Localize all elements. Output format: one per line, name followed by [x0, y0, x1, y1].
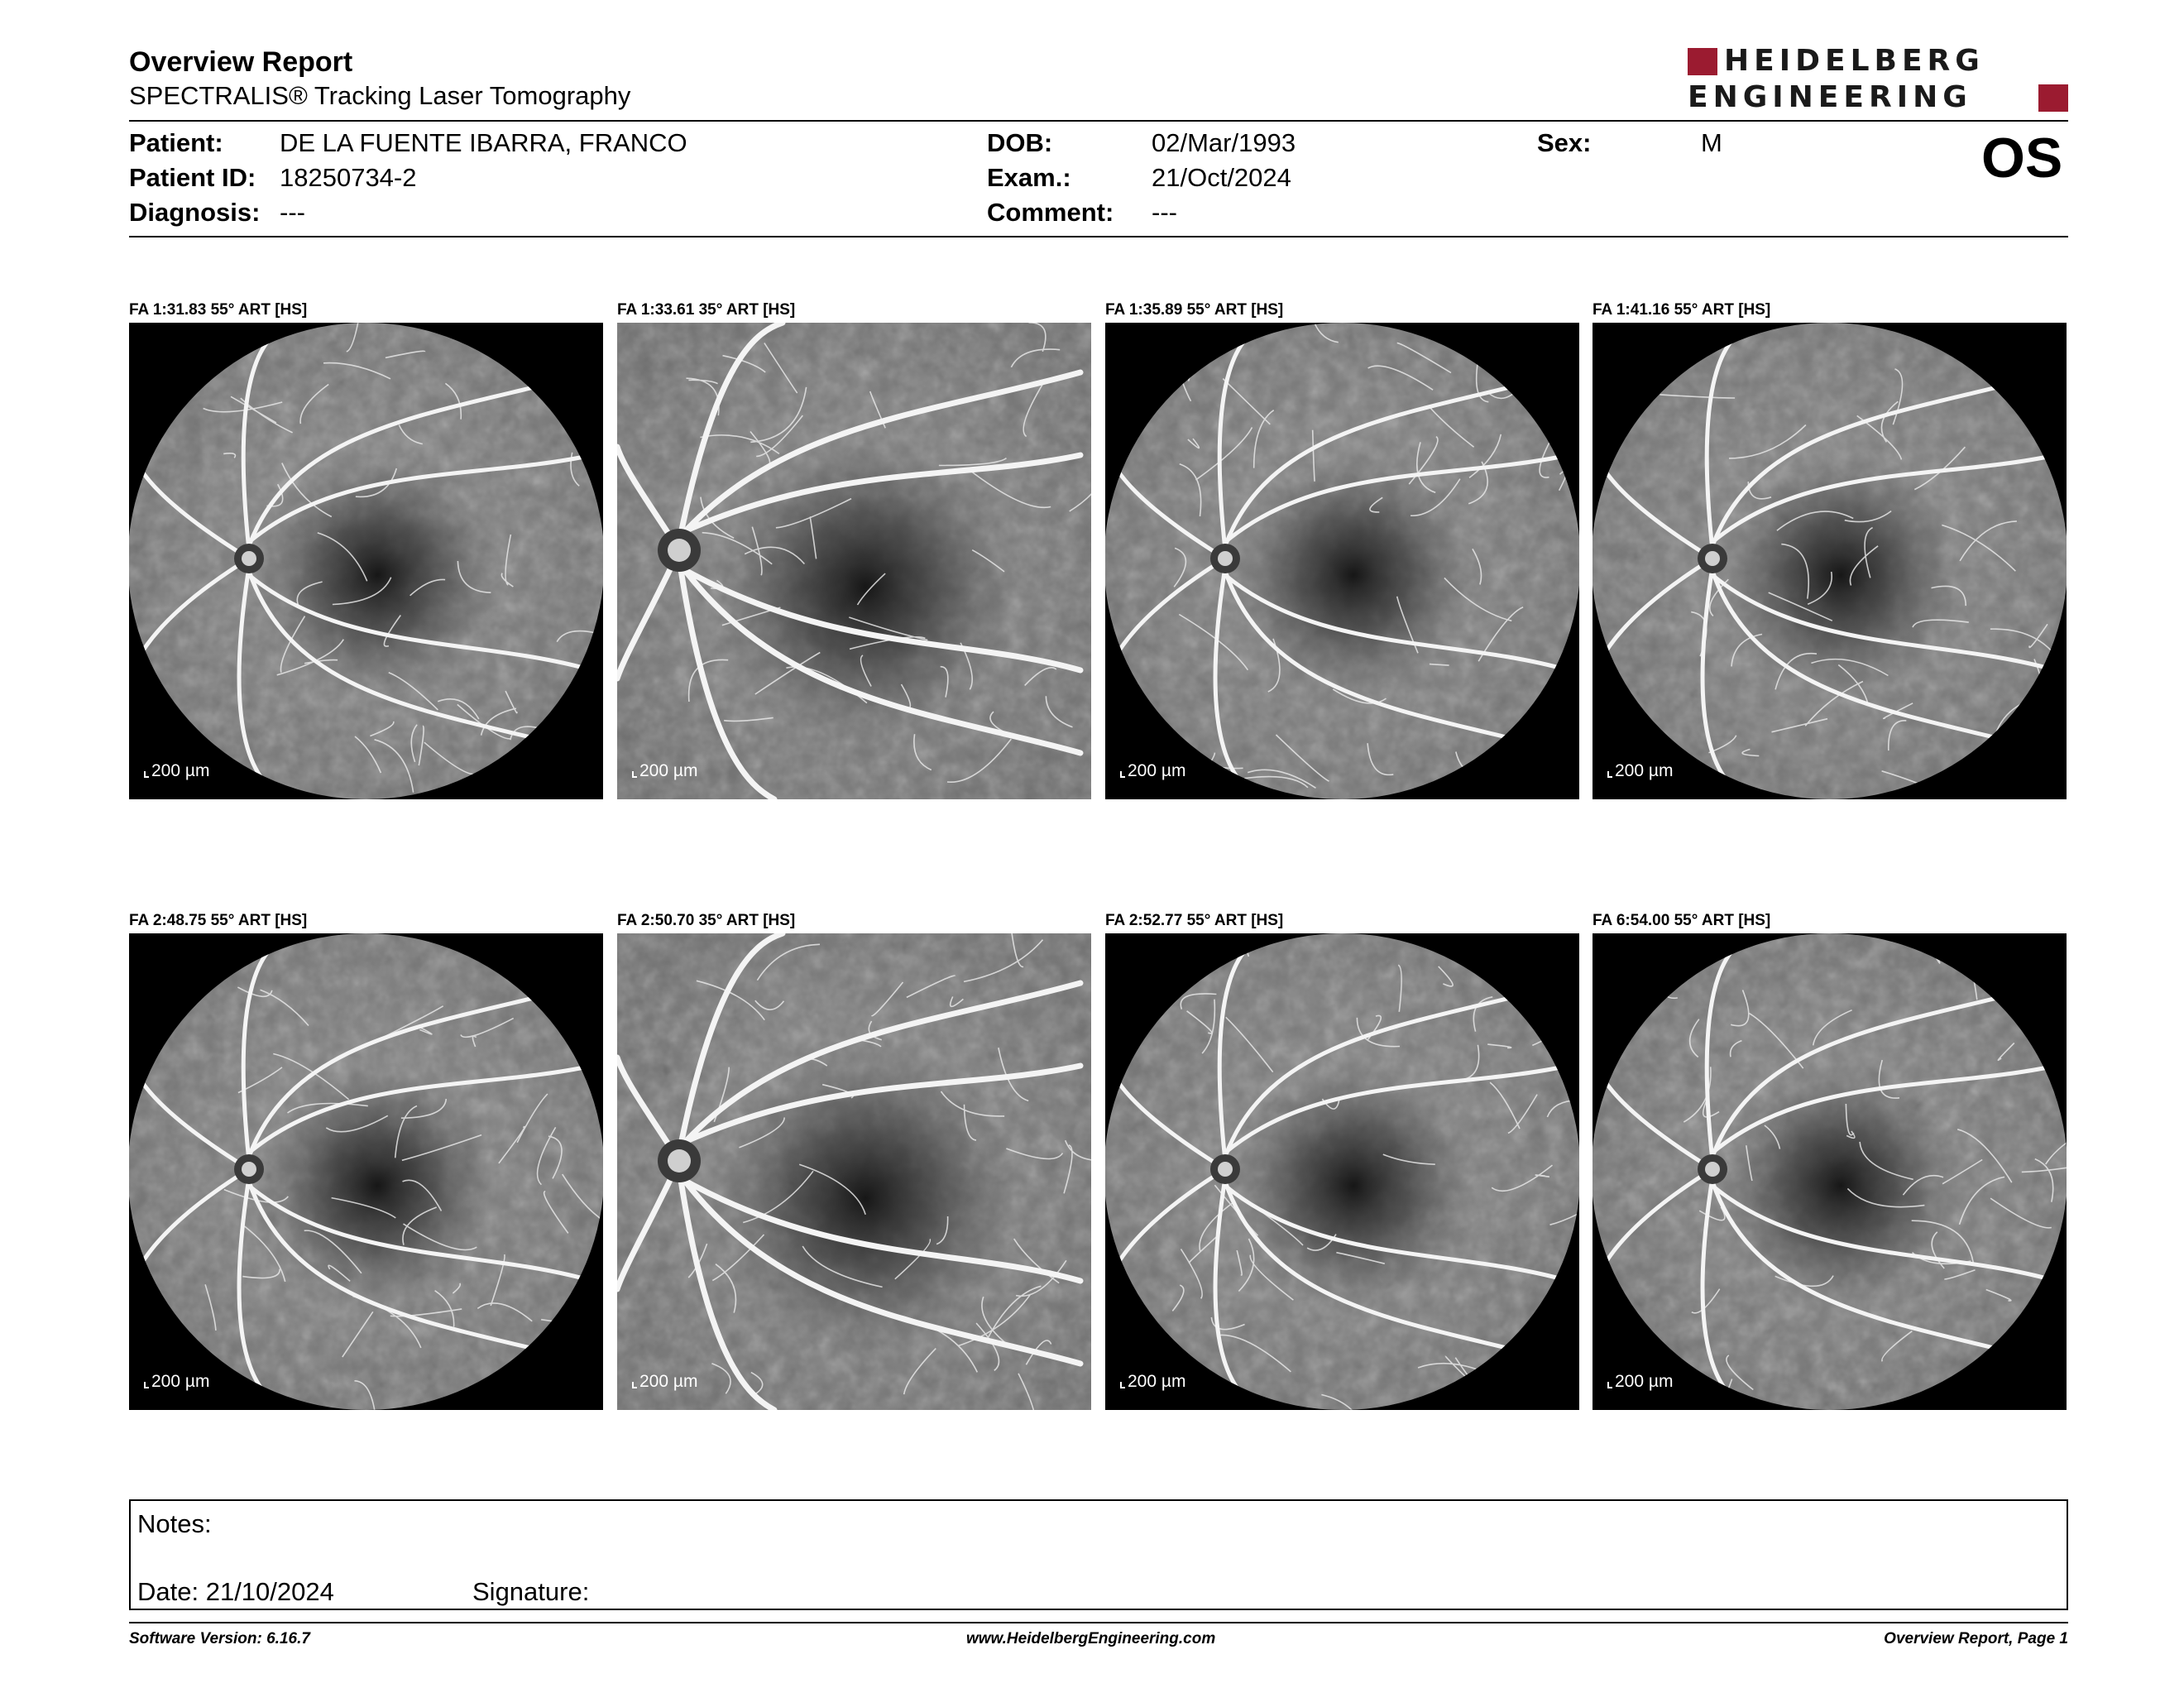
- fundus-image-1[interactable]: [129, 323, 603, 799]
- fundus-render: [1592, 323, 2067, 799]
- heidelberg-logo: [1688, 46, 2068, 116]
- report-subtitle: SPECTRALIS® Tracking Laser Tomography: [129, 81, 631, 110]
- fundus-render: [617, 323, 1091, 799]
- sex-label: Sex:: [1537, 128, 1592, 157]
- image-label-4: FA 1:41.16 55° ART [HS]: [1592, 301, 1771, 319]
- fundus-render: [129, 933, 603, 1410]
- patient-id-value: 18250734-2: [280, 163, 417, 192]
- scale-bar-mark: [144, 1382, 149, 1388]
- patient-name: DE LA FUENTE IBARRA, FRANCO: [280, 128, 687, 157]
- fundus-render: [1105, 933, 1579, 1410]
- fundus-render: [1592, 933, 2067, 1410]
- fundus-image-6[interactable]: [617, 933, 1091, 1410]
- footer-divider: [129, 1622, 2068, 1623]
- scale-bar-mark: [632, 771, 637, 778]
- software-version: Software Version: 6.16.7: [129, 1630, 310, 1647]
- dob-value: 02/Mar/1993: [1152, 128, 1296, 157]
- scale-bar-mark: [1607, 1382, 1612, 1388]
- scale-bar: [144, 1372, 209, 1392]
- report-title: Overview Report: [129, 46, 353, 78]
- eye-indicator: OS: [1981, 127, 2063, 189]
- fundus-render: [129, 323, 603, 799]
- image-label-7: FA 2:52.77 55° ART [HS]: [1105, 912, 1284, 929]
- scale-bar: [632, 761, 697, 781]
- patient-id-label: Patient ID:: [129, 163, 256, 192]
- notes-label: Notes:: [137, 1509, 212, 1538]
- exam-value: 21/Oct/2024: [1152, 163, 1291, 192]
- patient-label: Patient:: [129, 128, 223, 157]
- header-divider: [129, 120, 2068, 122]
- scale-bar: [632, 1372, 697, 1392]
- sex-value: M: [1701, 128, 1722, 157]
- logo-square-bottom: [2038, 84, 2068, 112]
- image-label-1: FA 1:31.83 55° ART [HS]: [129, 301, 308, 319]
- signature-label: Signature:: [472, 1577, 590, 1606]
- scale-bar-label: 200 µm: [1128, 761, 1186, 780]
- image-label-2: FA 1:33.61 35° ART [HS]: [617, 301, 796, 319]
- notes-box[interactable]: [129, 1499, 2068, 1610]
- image-label-8: FA 6:54.00 55° ART [HS]: [1592, 912, 1771, 929]
- scale-bar: [1120, 761, 1185, 781]
- scale-bar-label: 200 µm: [639, 1372, 698, 1391]
- scale-bar-mark: [144, 771, 149, 778]
- scale-bar-mark: [1120, 1382, 1125, 1388]
- image-label-5: FA 2:48.75 55° ART [HS]: [129, 912, 308, 929]
- image-label-3: FA 1:35.89 55° ART [HS]: [1105, 301, 1284, 319]
- fundus-render: [1105, 323, 1579, 799]
- scale-bar: [144, 761, 209, 781]
- scale-bar-label: 200 µm: [1615, 1372, 1674, 1391]
- scale-bar: [1120, 1372, 1185, 1392]
- exam-label: Exam.:: [987, 163, 1071, 192]
- diagnosis-label: Diagnosis:: [129, 198, 261, 227]
- scale-bar-label: 200 µm: [1615, 761, 1674, 780]
- fundus-render: [617, 933, 1091, 1410]
- date-label: Date: 21/10/2024: [137, 1577, 334, 1606]
- scale-bar-mark: [1120, 771, 1125, 778]
- comment-value: ---: [1152, 198, 1177, 227]
- logo-line-2: ENGINEERING: [1688, 80, 1972, 114]
- diagnosis-value: ---: [280, 198, 305, 227]
- logo-line-1: HEIDELBERG: [1724, 44, 1985, 78]
- image-label-6: FA 2:50.70 35° ART [HS]: [617, 912, 796, 929]
- scale-bar-label: 200 µm: [1128, 1372, 1186, 1391]
- scale-bar-mark: [632, 1382, 637, 1388]
- website-link[interactable]: www.HeidelbergEngineering.com: [966, 1630, 1216, 1647]
- fundus-image-4[interactable]: [1592, 323, 2067, 799]
- page-number: Overview Report, Page 1: [1884, 1630, 2068, 1647]
- scale-bar-label: 200 µm: [151, 1372, 210, 1391]
- scale-bar-label: 200 µm: [639, 761, 698, 780]
- fundus-image-8[interactable]: [1592, 933, 2067, 1410]
- scale-bar-mark: [1607, 771, 1612, 778]
- fundus-image-3[interactable]: [1105, 323, 1579, 799]
- scale-bar: [1607, 1372, 1673, 1392]
- scale-bar: [1607, 761, 1673, 781]
- fundus-image-7[interactable]: [1105, 933, 1579, 1410]
- fundus-image-5[interactable]: [129, 933, 603, 1410]
- dob-label: DOB:: [987, 128, 1053, 157]
- fundus-image-2[interactable]: [617, 323, 1091, 799]
- scale-bar-label: 200 µm: [151, 761, 210, 780]
- comment-label: Comment:: [987, 198, 1114, 227]
- patient-divider: [129, 236, 2068, 237]
- logo-square-top: [1688, 48, 1717, 75]
